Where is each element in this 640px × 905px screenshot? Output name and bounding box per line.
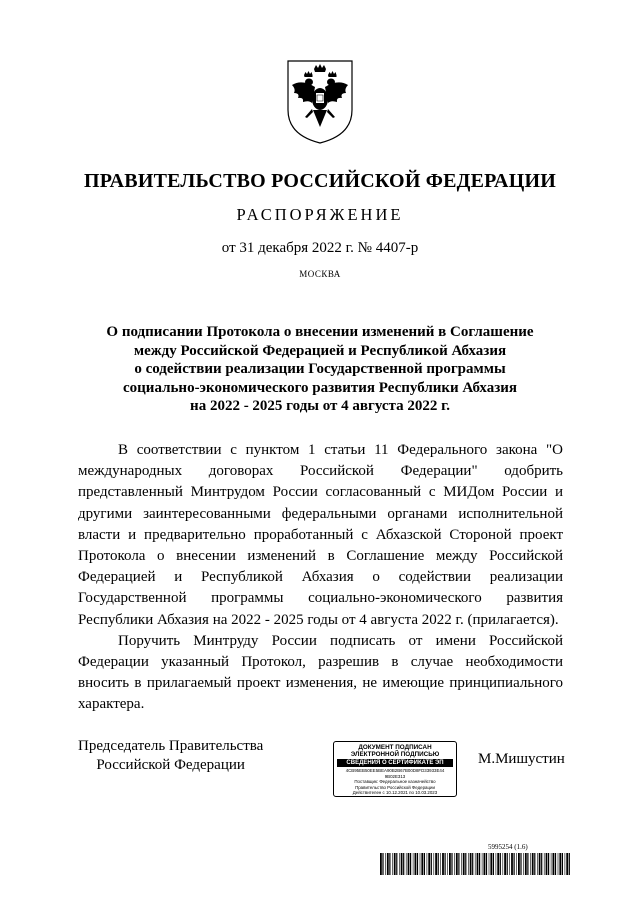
document-subject <box>80 323 560 416</box>
electronic-signature-stamp <box>333 741 457 797</box>
barcode <box>380 853 570 875</box>
document-id-number: 5995254 (1.6) <box>488 843 528 851</box>
subject-line: социально-экономического развития Республики Абхазия <box>123 379 517 396</box>
stamp-line: ДОКУМЕНТ ПОДПИСАН <box>358 744 432 751</box>
subject-line: О подписании Протокола о внесении изменений в Соглашение <box>106 324 534 340</box>
body-paragraph: В соответствии с пунктом 1 статьи 11 Федерального закона "О международных договорах Российской Федерации" одобрить представленный Минтрудом России согласованный с МИДом России и другими заинтересованными федеральными органами исполнительной власти и предварительно проработанный с Абхазской Стороной проект Протокола о внесении изменений в Соглашение между Российской Федерацией и Республикой Абхазия о содействии реализации Государственной программы социально-экономического развития Республики Абхазия на 2022 - 2025 годы от 4 августа 2022 г. (прилагается). <box>78 442 563 628</box>
stamp-org: Правительство Российской Федерации <box>355 784 435 790</box>
city-label: МОСКВА <box>299 269 341 279</box>
date-and-number: от 31 декабря 2022 г. № 4407-р <box>221 240 419 256</box>
stamp-cert-bar: СВЕДЕНИЯ О СЕРТИФИКАТЕ ЭП <box>337 759 453 767</box>
signatory-position <box>78 737 263 775</box>
document-body <box>78 440 563 716</box>
position-line: Российской Федерации <box>96 757 245 773</box>
subject-line: на 2022 - 2025 годы от 4 августа 2022 г. <box>190 398 450 414</box>
russian-coat-of-arms-emblem <box>282 55 358 145</box>
stamp-validity: Действителен с 10.12.2021 по 10.03.2023 <box>352 790 438 795</box>
stamp-line: ЭЛЕКТРОННОЙ ПОДПИСЬЮ <box>350 751 440 758</box>
stamp-cert-id: 4CB95EB50EE5BEA90B2B67B00D8FD33933E44 9B02E313 <box>345 768 445 779</box>
signatory-name: М.Мишустин <box>478 751 565 767</box>
subject-line: между Российской Федерацией и Республикой Абхазия <box>133 342 507 359</box>
subject-line: о содействии реализации Государственной программы <box>134 361 506 377</box>
position-line: Председатель Правительства <box>78 738 264 754</box>
government-title: ПРАВИТЕЛЬСТВО РОССИЙСКОЙ ФЕДЕРАЦИИ <box>84 170 556 192</box>
body-paragraph: Поручить Минтруду России подписать от имени Российской Федерации указанный Протокол, разрешив в случае необходимости вносить в прилагаемый проект изменения, не имеющие принципиального характера. <box>78 632 563 713</box>
stamp-owner: Поставщик: Федеральное казначейство <box>354 779 436 784</box>
document-type: РАСПОРЯЖЕНИЕ <box>236 205 404 224</box>
